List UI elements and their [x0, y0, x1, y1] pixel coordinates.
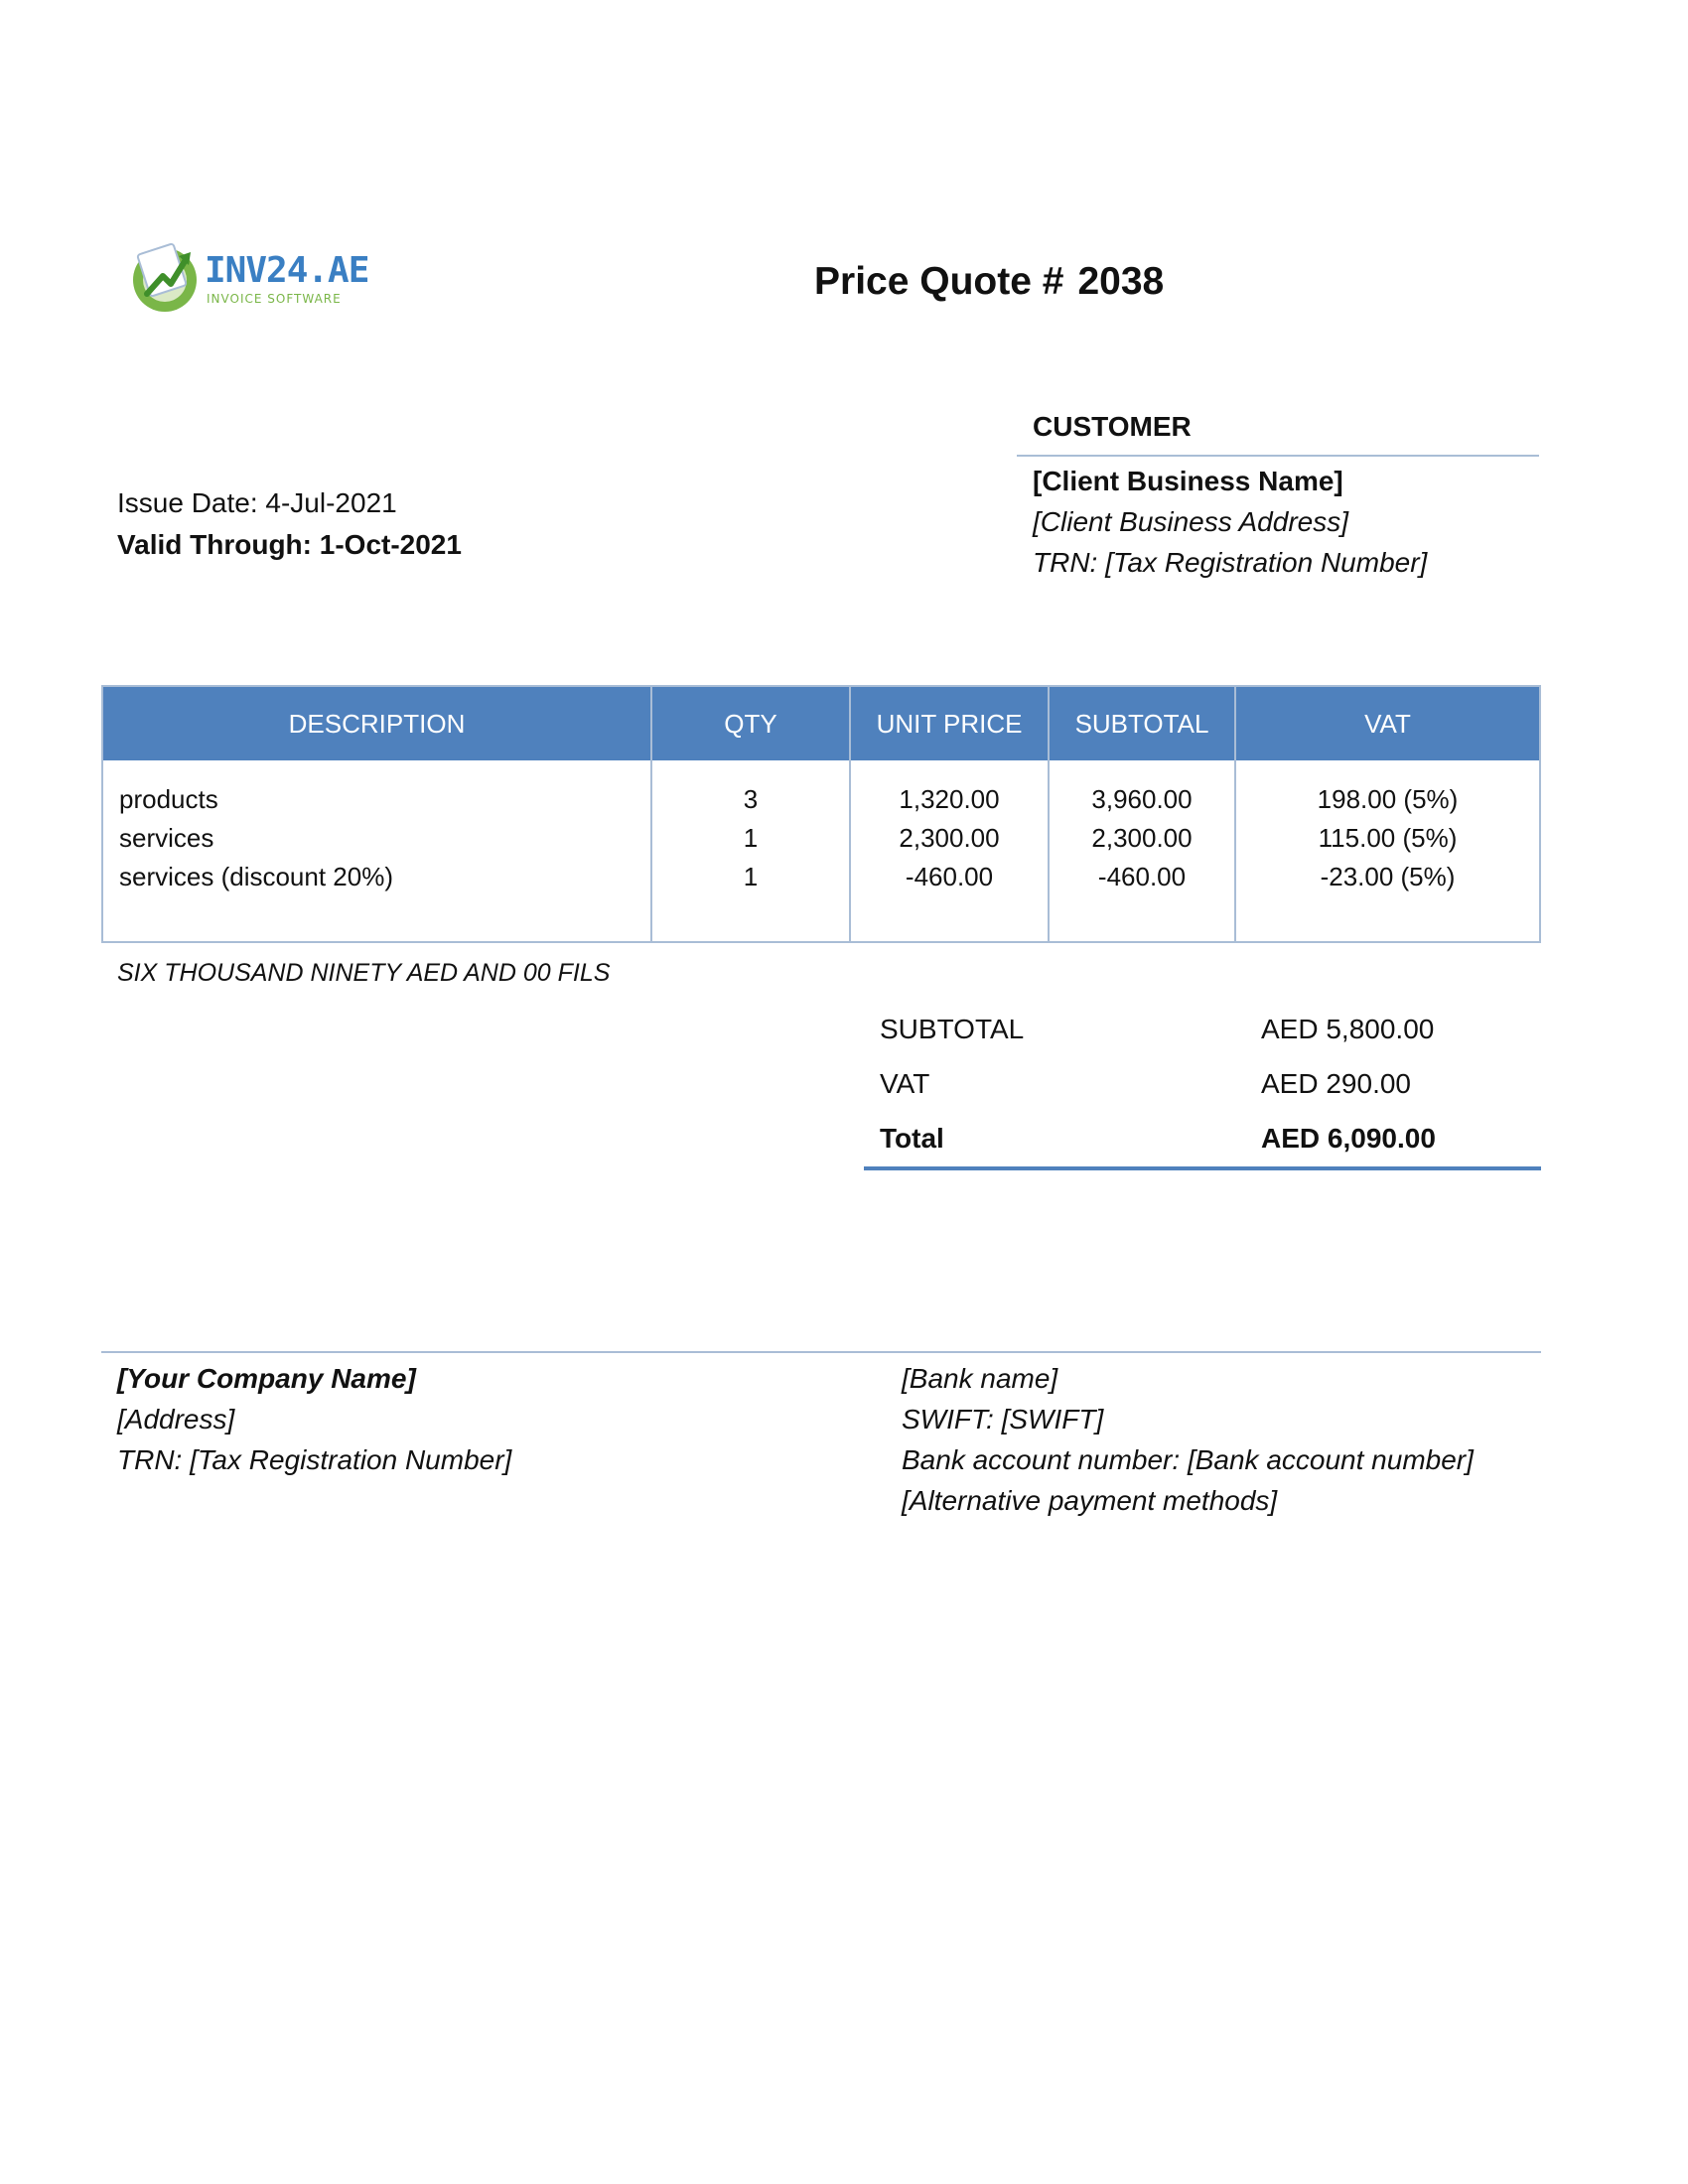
subtotal-value: AED 5,800.00	[1261, 1014, 1435, 1044]
customer-address: [Client Business Address]	[1033, 506, 1348, 537]
footer-divider	[101, 1351, 1541, 1353]
issue-date: Issue Date: 4-Jul-2021	[117, 487, 397, 518]
bank-swift: SWIFT: [SWIFT]	[902, 1404, 1104, 1434]
total-label: Total	[880, 1123, 944, 1154]
header-subtotal: SUBTOTAL	[1074, 709, 1209, 739]
customer-heading: CUSTOMER	[1033, 411, 1192, 442]
seller-address: [Address]	[117, 1404, 235, 1434]
row-1-qty: 3	[743, 784, 759, 814]
logo-icon	[129, 238, 201, 318]
document-number: 2038	[1077, 260, 1165, 303]
subtotal-label: SUBTOTAL	[880, 1014, 1025, 1044]
row-1-subtotal: 3,960.00	[1091, 784, 1193, 814]
total-underline	[864, 1166, 1541, 1170]
row-1-unit-price: 1,320.00	[899, 784, 1000, 814]
header-vat: VAT	[1364, 709, 1411, 739]
items-table	[101, 685, 1541, 943]
document-title	[814, 260, 1164, 304]
company-logo	[129, 238, 369, 318]
row-1-description: products	[119, 784, 218, 814]
row-1-vat: 198.00 (5%)	[1317, 784, 1459, 814]
row-3-unit-price: -460.00	[905, 862, 994, 891]
bank-name: [Bank name]	[902, 1363, 1058, 1394]
row-3-qty: 1	[743, 862, 759, 891]
total-value: AED 6,090.00	[1261, 1123, 1436, 1154]
customer-trn: TRN: [Tax Registration Number]	[1033, 547, 1428, 578]
row-2-vat: 115.00 (5%)	[1318, 823, 1458, 853]
vat-value: AED 290.00	[1261, 1068, 1411, 1099]
valid-through-date: Valid Through: 1-Oct-2021	[117, 529, 462, 560]
row-2-description: services	[119, 823, 214, 853]
header-description: DESCRIPTION	[288, 709, 466, 739]
document-title-label: Price Quote #	[814, 260, 1064, 303]
row-2-qty: 1	[743, 823, 759, 853]
row-2-unit-price: 2,300.00	[899, 823, 1000, 853]
header-qty: QTY	[724, 709, 777, 739]
row-3-description: services (discount 20%)	[119, 862, 393, 891]
alternative-payment-methods: [Alternative payment methods]	[902, 1485, 1278, 1516]
vat-label: VAT	[880, 1068, 930, 1099]
customer-divider	[1017, 455, 1539, 457]
seller-trn: TRN: [Tax Registration Number]	[117, 1444, 512, 1475]
logo-wordmark: INV24.AE	[205, 250, 369, 291]
header-unit-price: UNIT PRICE	[876, 709, 1023, 739]
seller-name: [Your Company Name]	[117, 1363, 416, 1394]
row-3-vat: -23.00 (5%)	[1320, 862, 1456, 891]
row-2-subtotal: 2,300.00	[1091, 823, 1193, 853]
amount-in-words: SIX THOUSAND NINETY AED AND 00 FILS	[117, 959, 611, 987]
bank-account-number: Bank account number: [Bank account number]	[902, 1444, 1474, 1475]
row-3-subtotal: -460.00	[1097, 862, 1187, 891]
customer-name: [Client Business Name]	[1033, 466, 1343, 496]
logo-tagline: INVOICE SOFTWARE	[207, 292, 342, 306]
